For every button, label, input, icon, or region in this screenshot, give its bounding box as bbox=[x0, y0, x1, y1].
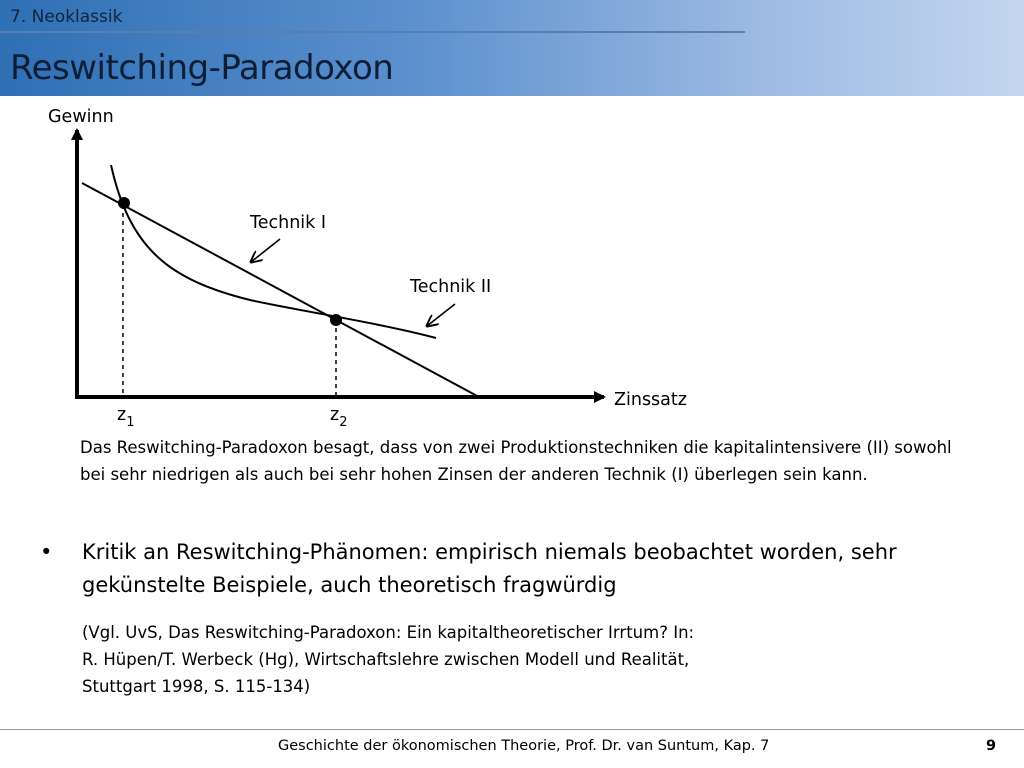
technik-2-label: Technik II bbox=[410, 277, 492, 297]
bibliographic-reference bbox=[82, 619, 842, 700]
technik-1-pointer-arrow bbox=[251, 239, 280, 262]
section-label: 7. Neoklassik bbox=[10, 7, 123, 27]
slide-header bbox=[0, 0, 1024, 96]
technik-2-pointer-arrow bbox=[427, 304, 455, 326]
z2-label: $z_2$ bbox=[330, 405, 348, 430]
reference-line: (Vgl. UvS, Das Reswitching-Paradoxon: Ein kapitaltheoretischer Irrtum? In: bbox=[82, 623, 695, 642]
technik-2-curve bbox=[111, 165, 436, 338]
reswitching-diagram bbox=[0, 96, 1024, 436]
reference-line: Stuttgart 1998, S. 115-134) bbox=[82, 677, 311, 696]
bullet-text: Kritik an Reswitching-Phänomen: empirisch niemals beobachtet worden, sehr gekünstelte Beispiele, auch theoretisch fragwürdig bbox=[82, 540, 897, 597]
header-divider bbox=[0, 31, 745, 33]
z2-intersection-point bbox=[330, 314, 342, 326]
y-axis-label: Gewinn bbox=[48, 107, 114, 127]
footer-text: Geschichte der ökonomischen Theorie, Prof. Dr. van Suntum, Kap. 7 bbox=[278, 738, 770, 754]
footer-divider bbox=[0, 729, 1024, 730]
bullet-marker: • bbox=[40, 540, 53, 564]
slide-title: Reswitching-Paradoxon bbox=[10, 48, 394, 88]
diagram-caption: Das Reswitching-Paradoxon besagt, dass von zwei Produktionstechniken die kapitalintensivere (II) sowohl bei sehr niedrigen als auch bei sehr hohen Zinsen der anderen Technik (I) überlegen sein kann. bbox=[80, 438, 952, 484]
x-axis-label: Zinssatz bbox=[614, 390, 687, 410]
page-number: 9 bbox=[986, 738, 997, 754]
reference-line: R. Hüpen/T. Werbeck (Hg), Wirtschaftslehre zwischen Modell und Realität, bbox=[82, 650, 690, 669]
technik-1-label: Technik I bbox=[250, 213, 327, 233]
z1-label: $z_1$ bbox=[117, 405, 135, 430]
z1-intersection-point bbox=[118, 197, 130, 209]
